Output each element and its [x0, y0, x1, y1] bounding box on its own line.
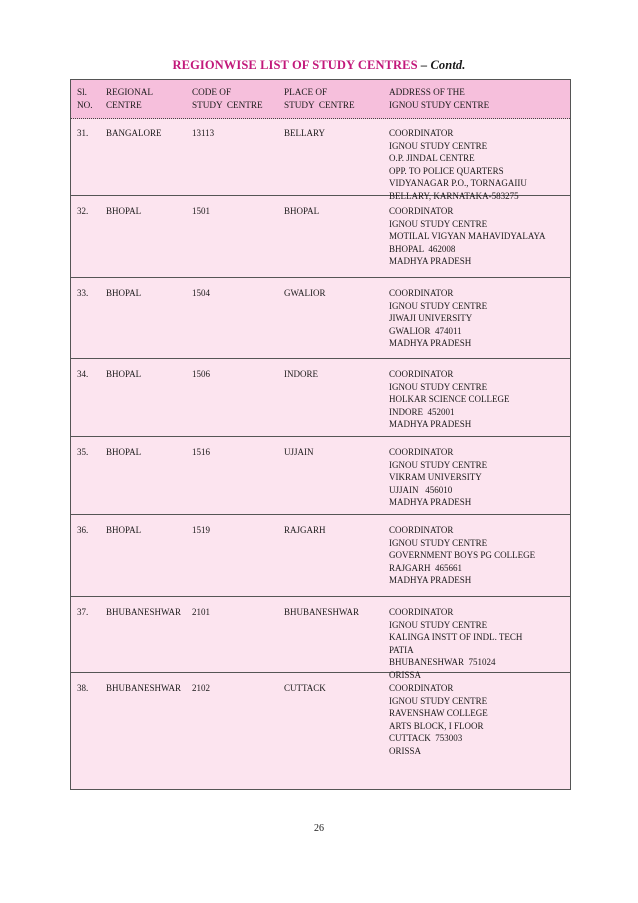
cell-sl-no: 37.	[77, 607, 89, 617]
address-line: ORISSA	[389, 669, 422, 680]
cell-sl-no: 32.	[77, 206, 89, 216]
table-row	[71, 359, 570, 437]
header-code: CODE OF STUDY CENTRE	[192, 87, 263, 110]
cell-regional-centre: BHUBANESHWAR	[106, 683, 182, 693]
address-line: IGNOU STUDY CENTRE	[389, 459, 488, 470]
address-line: O.P. JINDAL CENTRE	[389, 153, 475, 163]
address-line: INDORE 452001	[389, 406, 455, 417]
table-header	[71, 80, 570, 119]
table-row	[71, 196, 570, 278]
address-line: MADHYA PRADESH	[389, 256, 472, 266]
address-line: RAJGARH 465661	[389, 562, 463, 573]
cell-centre-code: 1504	[192, 288, 210, 298]
cell-sl-no: 36.	[77, 525, 89, 535]
study-centres-table	[70, 79, 571, 790]
title-dash: –	[417, 58, 431, 72]
address-line: IGNOU STUDY CENTRE	[389, 140, 488, 151]
address-line: IGNOU STUDY CENTRE	[389, 619, 488, 630]
header-regional-centre: REGIONAL CENTRE	[106, 87, 153, 110]
address-line: VIDYANAGAR P.O., TORNAGAIIU	[389, 178, 527, 188]
address-line: MADHYA PRADESH	[389, 338, 472, 348]
title-contd: Contd.	[430, 58, 466, 72]
cell-address	[389, 205, 546, 268]
cell-address	[389, 287, 487, 350]
cell-regional-centre: BHOPAL	[106, 447, 142, 457]
cell-regional-centre: BHOPAL	[106, 369, 142, 379]
cell-address	[389, 127, 527, 202]
page-title	[0, 58, 638, 73]
address-line: MADHYA PRADESH	[389, 497, 472, 507]
address-line: ORISSA	[389, 745, 422, 756]
address-line: MADHYA PRADESH	[389, 419, 472, 429]
address-line: IGNOU STUDY CENTRE	[389, 695, 488, 706]
cell-regional-centre: BHOPAL	[106, 288, 142, 298]
table-row	[71, 437, 570, 515]
cell-regional-centre: BHOPAL	[106, 525, 142, 535]
cell-regional-centre: BHOPAL	[106, 206, 142, 216]
address-line: IGNOU STUDY CENTRE	[389, 381, 488, 392]
address-line: IGNOU STUDY CENTRE	[389, 537, 488, 548]
address-line: MOTILAL VIGYAN MAHAVIDYALAYA	[389, 231, 546, 241]
address-line: IGNOU STUDY CENTRE	[389, 218, 488, 229]
title-main: REGIONWISE LIST OF STUDY CENTRES	[172, 58, 418, 72]
table-row	[71, 118, 570, 201]
header-sl: Sl. NO.	[77, 87, 93, 110]
address-line: BHOPAL 462008	[389, 243, 456, 254]
header-place: PLACE OF STUDY CENTRE	[284, 87, 355, 110]
address-line: JIWAJI UNIVERSITY	[389, 313, 473, 323]
address-line: MADHYA PRADESH	[389, 575, 472, 585]
cell-sl-no: 35.	[77, 447, 89, 457]
cell-centre-code: 13113	[192, 128, 215, 138]
cell-address	[389, 368, 510, 431]
table-row	[71, 597, 570, 680]
cell-centre-code: 1516	[192, 447, 210, 457]
address-line: BELLARY, KARNATAKA-583275	[389, 190, 519, 201]
address-line: IGNOU STUDY CENTRE	[389, 300, 488, 311]
address-line: KALINGA INSTT OF INDL. TECH	[389, 632, 523, 642]
cell-address	[389, 524, 535, 587]
cell-centre-code: 2102	[192, 683, 210, 693]
address-line: COORDINATOR	[389, 447, 454, 457]
address-line: HOLKAR SCIENCE COLLEGE	[389, 394, 510, 404]
address-line: COORDINATOR	[389, 288, 454, 298]
cell-place: INDORE	[284, 369, 318, 379]
address-line: ARTS BLOCK, I FLOOR	[389, 720, 484, 731]
cell-place: RAJGARH	[284, 525, 326, 535]
address-line: UJJAIN 456010	[389, 484, 453, 495]
cell-centre-code: 1501	[192, 206, 210, 216]
cell-place: BELLARY	[284, 128, 326, 138]
address-line: COORDINATOR	[389, 369, 454, 379]
address-line: PATIA	[389, 644, 414, 655]
cell-regional-centre: BHUBANESHWAR	[106, 607, 182, 617]
cell-centre-code: 1506	[192, 369, 210, 379]
address-line: VIKRAM UNIVERSITY	[389, 472, 482, 482]
address-line: COORDINATOR	[389, 525, 454, 535]
cell-place: BHOPAL	[284, 206, 320, 216]
cell-address	[389, 606, 522, 681]
cell-sl-no: 33.	[77, 288, 89, 298]
cell-address	[389, 682, 488, 757]
page-number: 26	[314, 823, 324, 834]
cell-centre-code: 2101	[192, 607, 210, 617]
table-row	[71, 515, 570, 597]
cell-centre-code: 1519	[192, 525, 210, 535]
header-address: ADDRESS OF THE IGNOU STUDY CENTRE	[389, 87, 490, 110]
cell-place: UJJAIN	[284, 447, 314, 457]
cell-sl-no: 34.	[77, 369, 89, 379]
address-line: COORDINATOR	[389, 607, 454, 617]
address-line: COORDINATOR	[389, 206, 454, 216]
address-line: GWALIOR 474011	[389, 325, 462, 336]
cell-sl-no: 38.	[77, 683, 89, 693]
cell-place: BHUBANESHWAR	[284, 607, 360, 617]
address-line: CUTTACK 753003	[389, 733, 463, 743]
cell-place: GWALIOR	[284, 288, 326, 298]
cell-sl-no: 31.	[77, 128, 89, 138]
address-line: COORDINATOR	[389, 683, 454, 693]
address-line: BHUBANESHWAR 751024	[389, 657, 496, 667]
address-line: GOVERNMENT BOYS PG COLLEGE	[389, 550, 536, 560]
cell-place: CUTTACK	[284, 683, 326, 693]
table-row	[71, 673, 570, 790]
cell-regional-centre: BANGALORE	[106, 128, 162, 138]
address-line: OPP. TO POLICE QUARTERS	[389, 165, 504, 176]
cell-address	[389, 446, 487, 509]
address-line: RAVENSHAW COLLEGE	[389, 708, 488, 718]
address-line: COORDINATOR	[389, 128, 454, 138]
table-row	[71, 278, 570, 359]
